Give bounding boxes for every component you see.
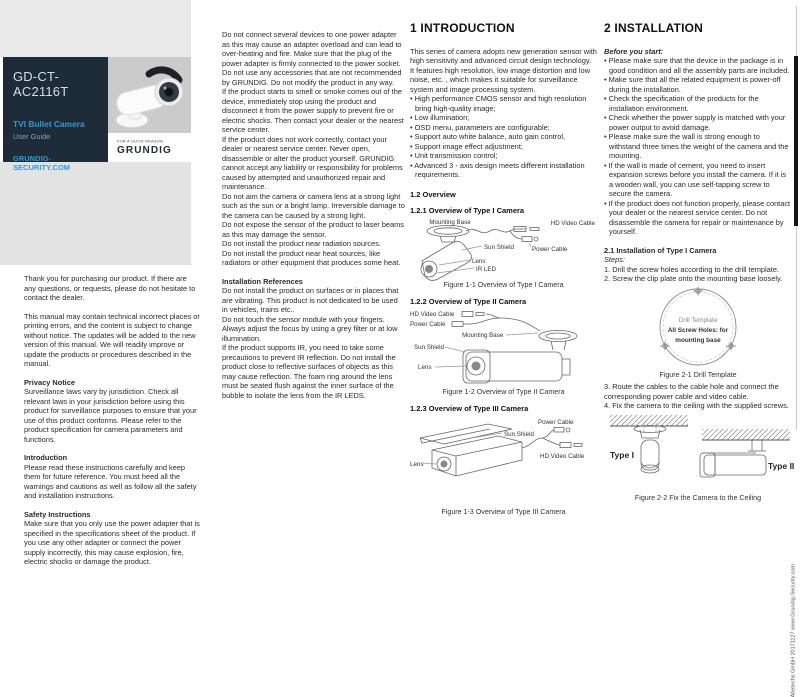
scrollbar-thumb[interactable] bbox=[794, 56, 798, 226]
fig2-heading: 1.2.2 Overview of Type II Camera bbox=[410, 297, 527, 306]
figure-drill-template bbox=[604, 286, 792, 370]
fig1-label-hd-video-cable: HD Video Cable bbox=[550, 219, 595, 227]
paragraph: 1. Drill the screw holes according to the drill template. bbox=[604, 264, 779, 274]
column-installation bbox=[604, 21, 795, 504]
column-notices bbox=[24, 274, 200, 567]
paragraph: • Make sure that all the related equipment is power-off during the installation. bbox=[604, 75, 781, 94]
fig2-label-hd-video-cable: HD Video Cable bbox=[410, 310, 455, 318]
fig22-type2-label: Type II bbox=[768, 460, 795, 471]
paragraph: 4. Fix the camera to the ceiling with the supplied screws. bbox=[604, 401, 789, 410]
cover-camera-photo bbox=[108, 57, 191, 133]
paragraph: • Please make sure that the device in the package is in good condition and all the assembly parts are included. bbox=[604, 56, 790, 75]
column-introduction bbox=[410, 21, 597, 518]
fig2-label-power-cable: Power Cable bbox=[410, 320, 446, 328]
paragraph: If the product supports IR, you need to take some precautions to prevent IR reflection. Do not install the product close to reflective surfaces of objects as this may cause reflection. The foam ring around the lens must be seated flush against the inner surface of the bubble to isolate the lens from the IR LEDS. bbox=[222, 343, 396, 400]
installation-text-top bbox=[604, 47, 792, 284]
column-safety bbox=[222, 30, 405, 400]
paragraph: • Check whether the power supply is matched with your power output to avoid damage. bbox=[604, 113, 786, 132]
paragraph: • Support image effect adjustment; bbox=[410, 141, 523, 151]
paragraph: • High performance CMOS sensor and high resolution bring high-quality image; bbox=[410, 94, 587, 113]
fig1-heading: 1.2.1 Overview of Type I Camera bbox=[410, 206, 525, 215]
paragraph: Do not install the product near heat sources, like radiators or other equipment that produces some heat. bbox=[222, 248, 401, 267]
paragraph: • Unit transmission control; bbox=[410, 151, 498, 160]
paragraph: If the product does not work correctly, contact your dealer or nearest service center. Never open, disassemble or alter the product yourself. GRUNDIG cannot accept any liability or responsibility for problems caused by attempted and unauthorized repair and maintenance. bbox=[222, 134, 403, 191]
fig1-label-mounting-base: Mounting Base bbox=[429, 218, 471, 226]
section-heading: Privacy Notice bbox=[24, 377, 75, 387]
fig1-label-power-cable: Power Cable bbox=[532, 245, 568, 253]
brand-logo bbox=[108, 133, 191, 162]
paragraph: • Support auto white balance, auto gain control, bbox=[410, 132, 566, 141]
fig3-label-hd-video-cable: HD Video Cable bbox=[540, 452, 585, 460]
paragraph: This series of camera adopts new generation sensor with high sensitivity and advanced circuit design technology. It features high resolution, low image distortion and low noise, etc. , which makes it suitable for surveillance system and image processing system. bbox=[410, 46, 597, 94]
fig22-type1-label: Type I bbox=[610, 449, 634, 460]
paragraph: Make sure that you only use the power adapter that is specified in the specifications sheet of the product. If you use any other adapter or connect the power supply incorrectly, this may cause explosion, fire, electric shocks or damage the product. bbox=[24, 519, 200, 566]
fig3-heading: 1.2.3 Overview of Type III Camera bbox=[410, 404, 529, 413]
introduction-text bbox=[410, 47, 597, 180]
paragraph: Thank you for purchasing our product. If there are any questions, or requests, please do not hesitate to contact the dealer. bbox=[24, 274, 196, 302]
publisher-imprint: Abetechs GmbH 20171127 www.Grundig-Security.com bbox=[790, 564, 796, 697]
paragraph: • Check the specification of the products for the installation environment. bbox=[604, 94, 759, 113]
paragraph: Surveillance laws vary by jurisdiction. Check all relevant laws in your jurisdiction before using this product for surveillance purposes to ensure that your use of this product conforms. Please refer to the product specification for camera parameters and functions. bbox=[24, 387, 197, 444]
drill-template-line1: Drill Template bbox=[678, 316, 718, 324]
fig3-caption: Figure 1-3 Overview of Type III Camera bbox=[441, 507, 566, 516]
figure-fix-to-ceiling bbox=[604, 413, 795, 493]
brand-tagline: FOR A GOOD REASON bbox=[117, 139, 164, 144]
bullet-camera-image bbox=[108, 57, 191, 133]
overview-heading: 1.2 Overview bbox=[410, 189, 456, 199]
section-1-heading: 1 INTRODUCTION bbox=[410, 21, 515, 35]
fig3-label-sun-shield: Sun Shield bbox=[504, 430, 534, 438]
paragraph: • OSD menu, parameters are configurable; bbox=[410, 122, 550, 132]
fig21-caption: Figure 2-1 Drill Template bbox=[659, 370, 737, 379]
figure-type1-camera bbox=[410, 218, 596, 280]
cover-product-name: TVI Bullet Camera bbox=[13, 119, 85, 129]
fig2-caption: Figure 1-2 Overview of Type II Camera bbox=[442, 387, 565, 396]
paragraph: Do not install the product on surfaces or in places that are vibrating. This product is not dedicated to be used in vehicles, trains etc.. bbox=[222, 286, 399, 314]
paragraph: Please read these instructions carefully and keep them for future reference. You must heed all the warnings and cautions as well as follow all the safety and installation instructions. bbox=[24, 462, 197, 500]
fig2-label-mounting-base: Mounting Base bbox=[462, 331, 504, 339]
paragraph: Do not aim the camera or camera lens at a strong light such as the sun or a bright lamp. Irreversible damage to the camera can be caused by a strong light. bbox=[222, 191, 405, 220]
paragraph: If the product starts to smell or smoke comes out of the device, immediately stop using the product and disconnect it from the power supply to prevent fire or electric shocks. Then contact your dealer or the nearest service center. bbox=[222, 87, 404, 134]
paragraph: This manual may contain technical incorrect places or printing errors, and the content is subject to change without notice. The updates will be added to the new version of this manual. We will readily improve or update the products or procedures described in the manual. bbox=[24, 311, 200, 368]
paragraph: Do not touch the sensor module with your fingers. Always adjust the focus by using a grey filter or at low illumination. bbox=[222, 314, 398, 343]
cover-gray-band-top bbox=[0, 0, 191, 57]
brand-name: GRUNDIG bbox=[117, 145, 172, 156]
cover-title-panel bbox=[3, 57, 108, 172]
paragraph: Before you start: bbox=[604, 46, 664, 56]
fig22-caption: Figure 2-2 Fix the Camera to the Ceiling bbox=[634, 493, 762, 502]
paragraph: • Low illumination; bbox=[410, 113, 470, 122]
paragraph: 3. Route the cables to the cable hole and connect the corresponding power cable and video cable. bbox=[604, 382, 779, 401]
paragraph: Do not install the product near radiation sources. bbox=[222, 239, 381, 248]
fig1-caption: Figure 1-1 Overview of Type I Camera bbox=[443, 280, 564, 289]
paragraph: • Please make sure the wall is strong enough to withstand three times the weight of the camera and the mounting. bbox=[604, 132, 789, 160]
fig3-label-power-cable: Power Cable bbox=[538, 418, 574, 426]
cover-website: GRUNDIG-SECURITY.COM bbox=[13, 154, 71, 172]
figure-type3-camera bbox=[410, 416, 596, 488]
paragraph: • If the product does not function properly, please contact your dealer or the nearest service center. Do not disassemble the camera for repair or maintenance by yourself. bbox=[604, 198, 791, 236]
installation-text-bottom bbox=[604, 382, 792, 411]
cover-doc-type: User Guide bbox=[13, 132, 51, 141]
cover-model-number: GD-CT-AC2116T bbox=[13, 69, 69, 99]
figure-type2-camera bbox=[410, 309, 596, 387]
paragraph: • Advanced 3 - axis design meets different installation requirements. bbox=[410, 160, 585, 179]
paragraph: Steps: bbox=[604, 255, 625, 264]
section-heading: Installation References bbox=[222, 276, 303, 286]
paragraph: Do not expose the sensor of the product to laser beams as this may damage the sensor. bbox=[222, 220, 404, 239]
drill-template-line3: mounting base bbox=[675, 336, 721, 344]
paragraph: 2. Screw the clip plate onto the mounting base loosely. bbox=[604, 274, 783, 283]
cover-gray-band-bottom bbox=[0, 162, 191, 265]
fig1-label-ir-led: IR LED bbox=[476, 265, 496, 273]
fig2-label-sun-shield: Sun Shield bbox=[414, 343, 444, 351]
section-2-heading: 2 INSTALLATION bbox=[604, 21, 704, 35]
fig3-label-lens: Lens bbox=[410, 460, 424, 468]
drill-template-line2: All Screw Holes: for bbox=[667, 326, 729, 334]
paragraph: Do not connect several devices to one power adapter as this may cause an adapter overload and can lead to over-heating and fire. Make sure that the plug of the power adapter is firmly connected to the power socket. Do not use any accessories that are not recommended by GRUNDIG. Do not modify the product in any way. bbox=[222, 30, 402, 87]
fig1-label-sun-shield: Sun Shield bbox=[484, 243, 514, 251]
section-heading: Safety Instructions bbox=[24, 509, 91, 519]
fig1-label-lens: Lens bbox=[472, 257, 486, 265]
fig2-label-lens: Lens bbox=[418, 363, 432, 371]
paragraph: • If the wall is made of cement, you need to insert expansion screws before you install the camera. If it is a wooden wall, you can use self-tapping screw to secure the camera. bbox=[604, 160, 787, 198]
section-heading: 2.1 Installation of Type I Camera bbox=[604, 245, 717, 255]
section-heading: Introduction bbox=[24, 453, 68, 462]
